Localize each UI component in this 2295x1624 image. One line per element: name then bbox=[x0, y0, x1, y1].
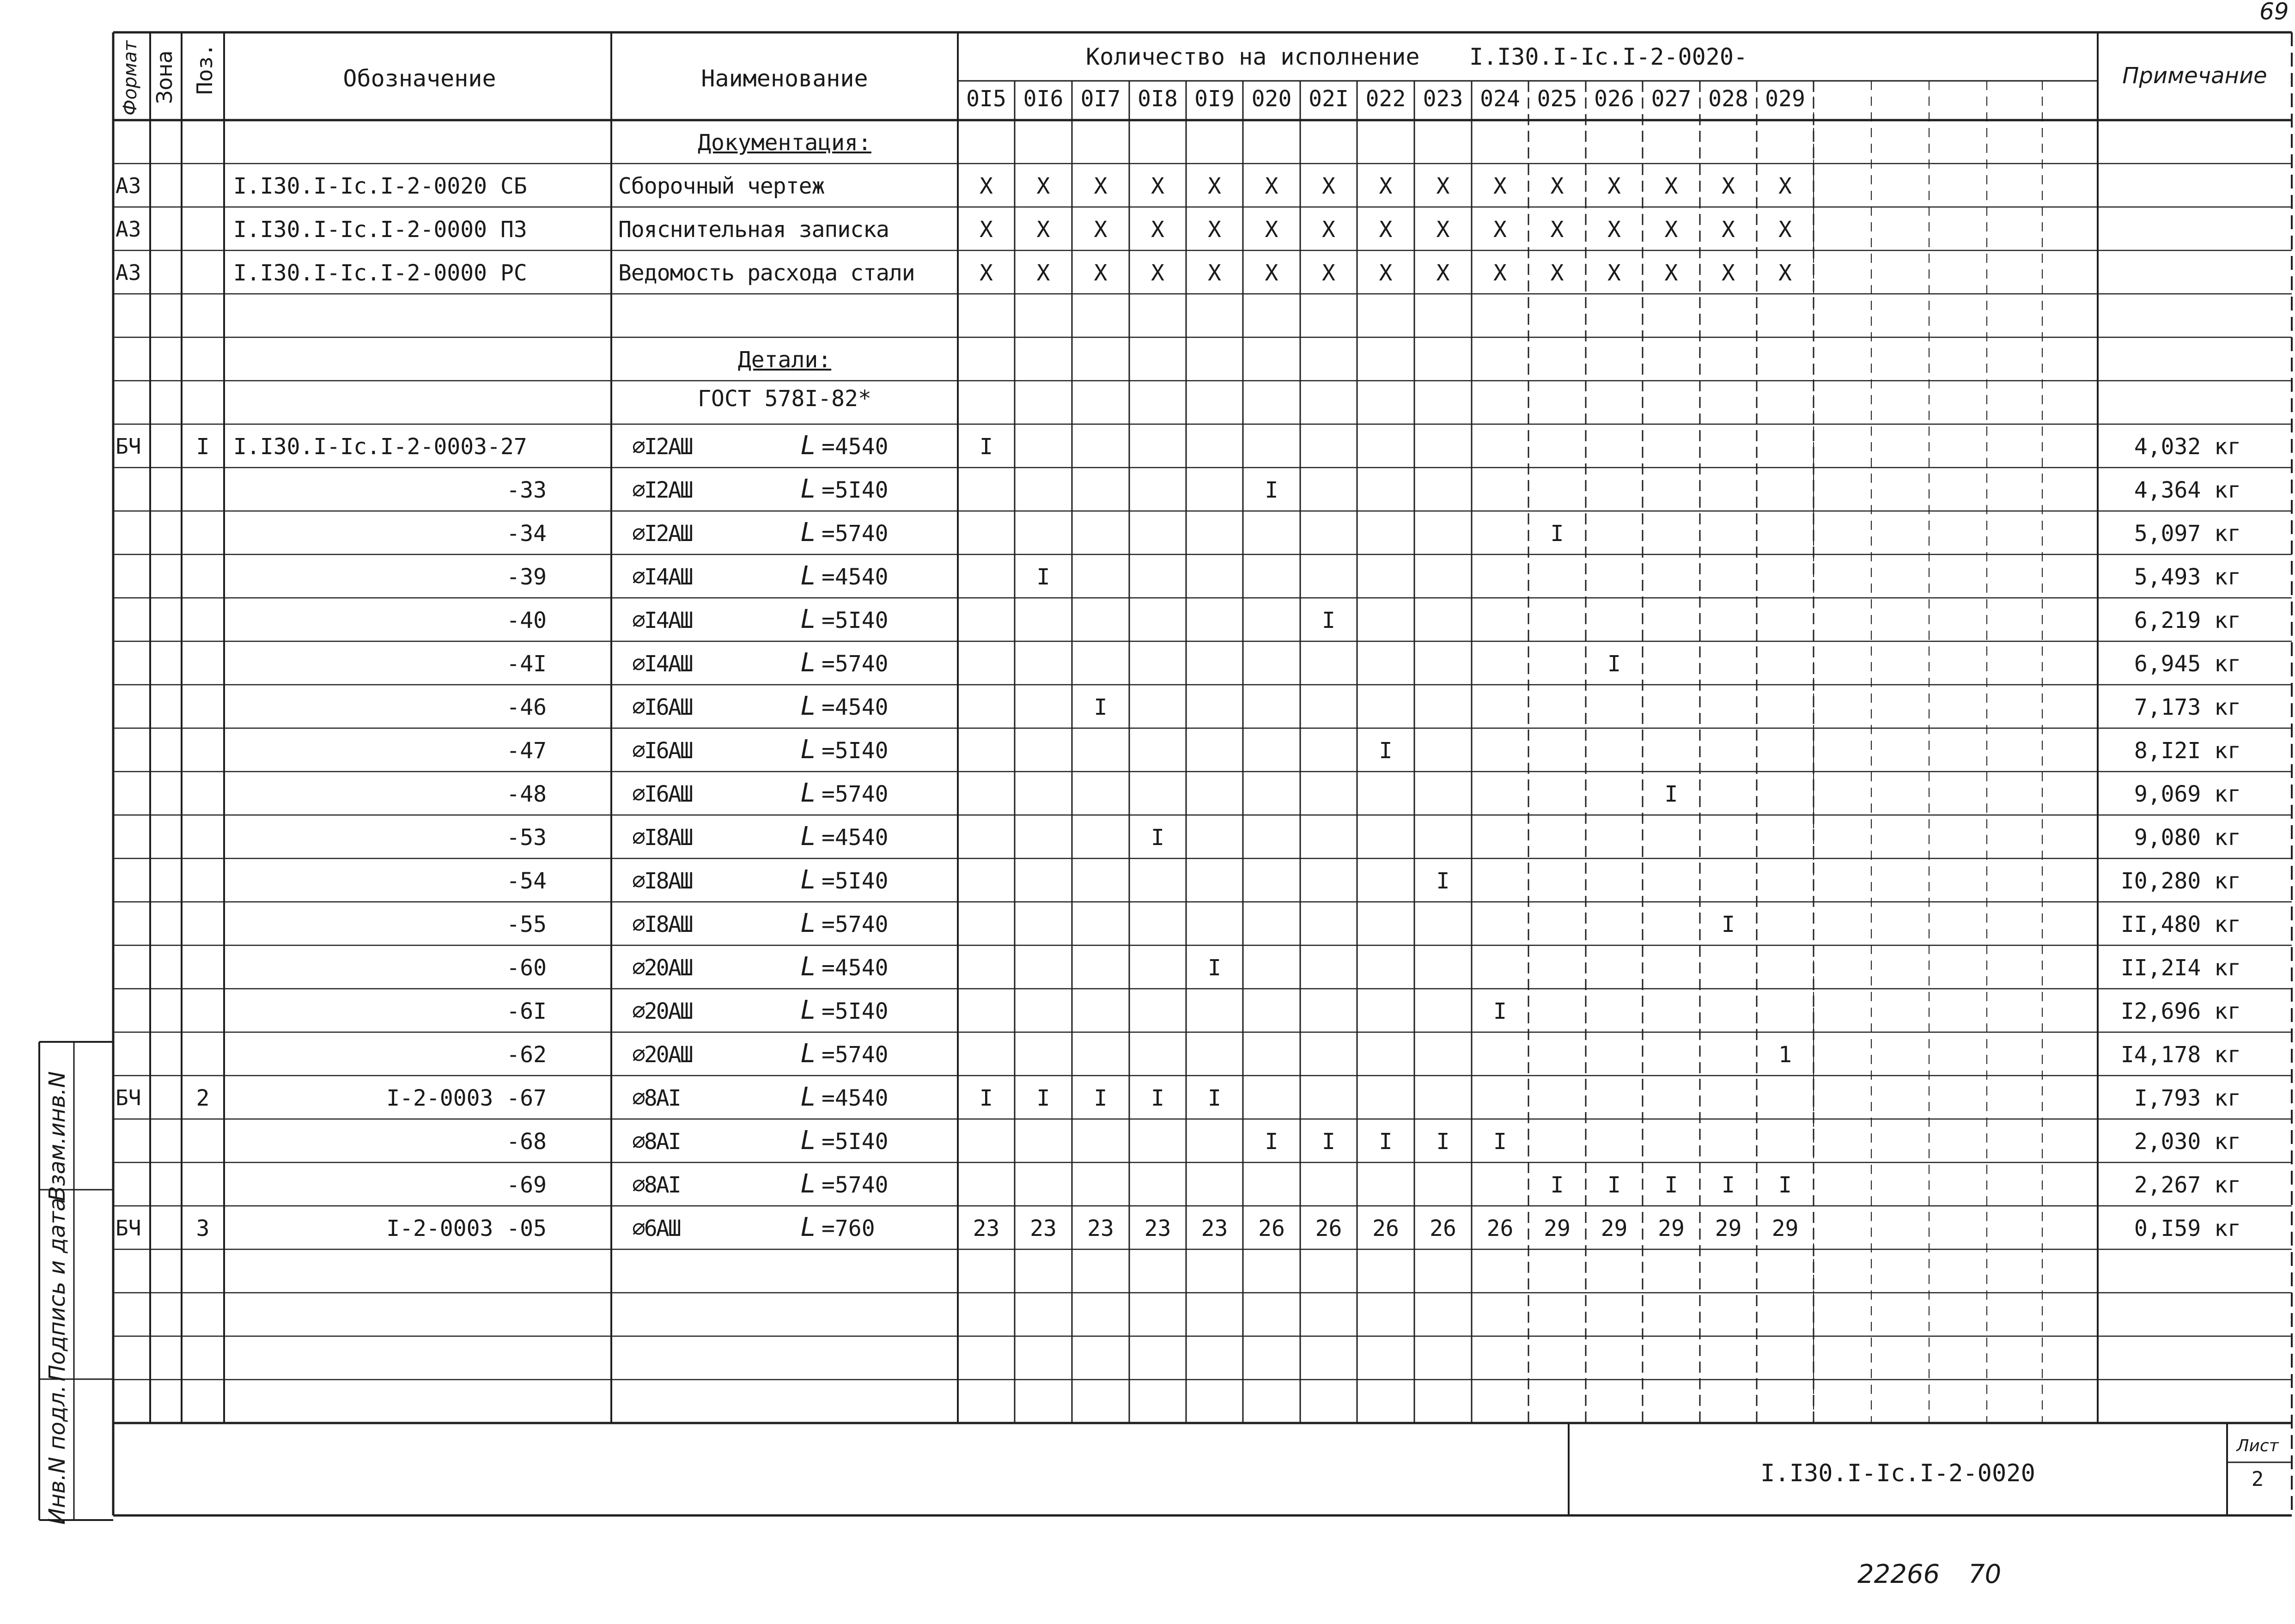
quantity-cell: X bbox=[1151, 217, 1164, 243]
quantity-cell: I bbox=[1265, 477, 1278, 503]
variant-header-12: 027 bbox=[1651, 86, 1692, 112]
row-format: БЧ bbox=[116, 434, 141, 459]
variant-header-5: 020 bbox=[1251, 86, 1292, 112]
quantity-cell: I bbox=[1379, 1129, 1393, 1155]
length-symbol: L bbox=[801, 821, 816, 852]
row-bar-diameter: ⌀20АШ bbox=[632, 955, 692, 981]
row-bar-length: =5I40 bbox=[822, 608, 889, 633]
row-name: Пояснительная записка bbox=[618, 217, 889, 243]
quantity-cell: X bbox=[1722, 173, 1735, 199]
row-designation: -69 bbox=[506, 1172, 547, 1198]
title-block-code: I.I30.I-Ic.I-2-0020 bbox=[1760, 1460, 2035, 1487]
quantity-cell: I bbox=[1151, 825, 1164, 851]
row-bar-length: =760 bbox=[822, 1216, 875, 1241]
quantity-cell: I bbox=[1208, 955, 1221, 981]
row-mass-note: II,480 кг bbox=[2120, 912, 2241, 937]
title-block-sheet-label: Лист bbox=[2236, 1436, 2279, 1455]
quantity-cell: X bbox=[1493, 260, 1507, 286]
header-name: Наименование bbox=[701, 65, 868, 92]
quantity-cell: I bbox=[1493, 1129, 1507, 1155]
quantity-cell: X bbox=[1664, 173, 1678, 199]
quantity-cell: I bbox=[1094, 1085, 1108, 1111]
row-bar-length: =5I40 bbox=[822, 738, 889, 764]
length-symbol: L bbox=[801, 431, 816, 461]
quantity-cell: X bbox=[1550, 260, 1564, 286]
quantity-cell: X bbox=[1778, 260, 1792, 286]
row-designation: -40 bbox=[506, 608, 547, 633]
row-position: I bbox=[196, 434, 210, 460]
row-bar-length: =5I40 bbox=[822, 868, 889, 894]
row-bar-length: =4540 bbox=[822, 694, 889, 720]
row-bar-length: =4540 bbox=[822, 564, 889, 590]
row-mass-note: II,2I4 кг bbox=[2120, 955, 2241, 981]
variant-header-9: 024 bbox=[1480, 86, 1520, 112]
quantity-cell: I bbox=[1436, 1129, 1450, 1155]
row-designation: -62 bbox=[506, 1042, 547, 1068]
row-mass-note: 9,069 кг bbox=[2134, 781, 2241, 807]
variant-header-7: 022 bbox=[1365, 86, 1406, 112]
row-designation: -4I bbox=[506, 651, 547, 677]
quantity-cell: 23 bbox=[1201, 1216, 1228, 1241]
variant-header-13: 028 bbox=[1708, 86, 1748, 112]
quantity-cell: I bbox=[1550, 1172, 1564, 1198]
variant-header-0: 0I5 bbox=[966, 86, 1006, 112]
quantity-cell: I bbox=[1208, 1085, 1221, 1111]
row-bar-length: =5I40 bbox=[822, 1129, 889, 1155]
quantity-cell: X bbox=[1607, 260, 1621, 286]
quantity-cell: X bbox=[1265, 217, 1278, 243]
length-symbol: L bbox=[801, 735, 816, 765]
quantity-cell: X bbox=[1379, 260, 1393, 286]
variant-header-3: 0I8 bbox=[1138, 86, 1178, 112]
row-mass-note: 5,493 кг bbox=[2134, 564, 2241, 590]
quantity-cell: X bbox=[980, 260, 993, 286]
row-bar-diameter: ⌀6АШ bbox=[632, 1216, 680, 1241]
section-heading: Документация: bbox=[698, 130, 871, 156]
row-bar-diameter: ⌀I6АШ bbox=[632, 738, 692, 764]
quantity-cell: X bbox=[1208, 260, 1221, 286]
variant-header-11: 026 bbox=[1594, 86, 1634, 112]
row-name: Сборочный чертеж bbox=[618, 173, 825, 199]
row-bar-diameter: ⌀I2АШ bbox=[632, 434, 692, 460]
quantity-cell: I bbox=[1036, 564, 1050, 590]
row-mass-note: 5,097 кг bbox=[2134, 521, 2241, 547]
row-mass-note: 2,267 кг bbox=[2134, 1172, 2241, 1198]
row-bar-diameter: ⌀I4АШ bbox=[632, 564, 692, 590]
row-bar-length: =5I40 bbox=[822, 998, 889, 1024]
row-designation: -68 bbox=[506, 1129, 547, 1155]
row-mass-note: I,793 кг bbox=[2134, 1085, 2241, 1111]
quantity-cell: X bbox=[1664, 217, 1678, 243]
quantity-cell: X bbox=[1722, 260, 1735, 286]
quantity-cell: 29 bbox=[1658, 1216, 1685, 1241]
row-bar-diameter: ⌀I8АШ bbox=[632, 825, 692, 851]
quantity-cell: X bbox=[1094, 260, 1108, 286]
header-designation: Обозначение bbox=[343, 65, 496, 92]
row-bar-length: =5740 bbox=[822, 1172, 889, 1198]
quantity-cell: I bbox=[1607, 1172, 1621, 1198]
row-mass-note: 9,080 кг bbox=[2134, 825, 2241, 851]
row-designation: I.I30.I-Ic.I-2-0020 СБ bbox=[233, 173, 527, 199]
quantity-cell: 26 bbox=[1315, 1216, 1342, 1241]
quantity-cell: 23 bbox=[973, 1216, 1000, 1241]
footer-order-number: 22266 bbox=[1857, 1559, 1940, 1589]
quantity-cell: X bbox=[1436, 260, 1450, 286]
quantity-cell: 29 bbox=[1771, 1216, 1799, 1241]
row-bar-diameter: ⌀I4АШ bbox=[632, 608, 692, 633]
row-bar-diameter: ⌀I8АШ bbox=[632, 912, 692, 937]
row-bar-diameter: ⌀8АI bbox=[632, 1085, 680, 1111]
footer-sheet-total: 70 bbox=[1968, 1559, 2002, 1589]
quantity-cell: X bbox=[1094, 173, 1108, 199]
row-designation: -39 bbox=[506, 564, 547, 590]
row-bar-length: =5740 bbox=[822, 521, 889, 547]
row-mass-note: 0,I59 кг bbox=[2134, 1216, 2241, 1241]
quantity-cell: X bbox=[1550, 173, 1564, 199]
quantity-cell: 1 bbox=[1778, 1042, 1792, 1068]
header-quantity-title: Количество на исполнение bbox=[1086, 43, 1420, 70]
length-symbol: L bbox=[801, 1169, 816, 1199]
quantity-cell: X bbox=[1151, 260, 1164, 286]
quantity-cell: I bbox=[1094, 694, 1108, 720]
quantity-cell: 26 bbox=[1486, 1216, 1514, 1241]
quantity-cell: I bbox=[1322, 608, 1335, 633]
row-mass-note: 2,030 кг bbox=[2134, 1129, 2241, 1155]
quantity-cell: X bbox=[1607, 173, 1621, 199]
row-mass-note: I2,696 кг bbox=[2120, 998, 2241, 1024]
quantity-cell: 23 bbox=[1087, 1216, 1114, 1241]
row-mass-note: 6,219 кг bbox=[2134, 608, 2241, 633]
quantity-cell: I bbox=[1722, 912, 1735, 937]
row-bar-diameter: ⌀I2АШ bbox=[632, 521, 692, 547]
quantity-cell: X bbox=[1722, 217, 1735, 243]
title-block-sheet-number: 2 bbox=[2251, 1467, 2264, 1491]
row-designation: -60 bbox=[506, 955, 547, 981]
row-bar-diameter: ⌀8АI bbox=[632, 1129, 680, 1155]
quantity-cell: I bbox=[1493, 998, 1507, 1024]
row-bar-length: =5I40 bbox=[822, 477, 889, 503]
quantity-cell: 23 bbox=[1030, 1216, 1057, 1241]
row-name: Ведомость расхода стали bbox=[618, 260, 915, 286]
header-note: Примечание bbox=[2122, 63, 2267, 89]
row-bar-length: =4540 bbox=[822, 434, 889, 460]
row-bar-length: =4540 bbox=[822, 955, 889, 981]
length-symbol: L bbox=[801, 778, 816, 808]
row-bar-length: =5740 bbox=[822, 651, 889, 677]
row-mass-note: 4,032 кг bbox=[2134, 434, 2241, 460]
row-designation: I-2-0003 -67 bbox=[386, 1085, 547, 1111]
quantity-cell: 29 bbox=[1601, 1216, 1628, 1241]
quantity-cell: X bbox=[1036, 173, 1050, 199]
quantity-cell: 29 bbox=[1544, 1216, 1571, 1241]
quantity-cell: I bbox=[1778, 1172, 1792, 1198]
header-format: Формат bbox=[120, 40, 141, 116]
quantity-cell: X bbox=[1664, 260, 1678, 286]
quantity-cell: X bbox=[1436, 217, 1450, 243]
row-designation: -34 bbox=[506, 521, 547, 547]
stamp-podpis-data: Подпись и дата bbox=[44, 1198, 70, 1381]
quantity-cell: I bbox=[1151, 1085, 1164, 1111]
quantity-cell: 26 bbox=[1430, 1216, 1456, 1241]
length-symbol: L bbox=[801, 604, 816, 634]
row-format: БЧ bbox=[116, 1085, 141, 1110]
length-symbol: L bbox=[801, 1125, 816, 1156]
quantity-cell: X bbox=[1208, 173, 1221, 199]
row-designation: I.I30.I-Ic.I-2-0003-27 bbox=[233, 434, 527, 460]
length-symbol: L bbox=[801, 1082, 816, 1112]
row-designation: -54 bbox=[506, 868, 547, 894]
row-format: БЧ bbox=[116, 1216, 141, 1241]
quantity-cell: X bbox=[1436, 173, 1450, 199]
row-mass-note: 7,173 кг bbox=[2134, 694, 2241, 720]
row-designation: I.I30.I-Ic.I-2-0000 РС bbox=[233, 260, 527, 286]
row-designation: -48 bbox=[506, 781, 547, 807]
quantity-cell: X bbox=[1379, 173, 1393, 199]
quantity-cell: X bbox=[1778, 217, 1792, 243]
row-designation: -53 bbox=[506, 825, 547, 851]
quantity-cell: 29 bbox=[1715, 1216, 1742, 1241]
variant-header-4: 0I9 bbox=[1194, 86, 1235, 112]
row-format: А3 bbox=[116, 260, 141, 285]
length-symbol: L bbox=[801, 1039, 816, 1069]
row-designation: -47 bbox=[506, 738, 547, 764]
row-mass-note: 8,I2I кг bbox=[2134, 738, 2241, 764]
length-symbol: L bbox=[801, 995, 816, 1025]
length-symbol: L bbox=[801, 474, 816, 504]
length-symbol: L bbox=[801, 908, 816, 938]
length-symbol: L bbox=[801, 865, 816, 895]
quantity-cell: X bbox=[1322, 173, 1335, 199]
row-bar-diameter: ⌀I2АШ bbox=[632, 477, 692, 503]
length-symbol: L bbox=[801, 691, 816, 721]
quantity-cell: X bbox=[1151, 173, 1164, 199]
header-zone: Зона bbox=[152, 50, 177, 104]
quantity-cell: I bbox=[1607, 651, 1621, 677]
quantity-cell: X bbox=[1493, 217, 1507, 243]
row-mass-note: 4,364 кг bbox=[2134, 477, 2241, 503]
row-bar-length: =5740 bbox=[822, 781, 889, 807]
row-format: А3 bbox=[116, 217, 141, 242]
row-position: 3 bbox=[196, 1216, 210, 1241]
quantity-cell: X bbox=[1036, 260, 1050, 286]
quantity-cell: I bbox=[1265, 1129, 1278, 1155]
row-bar-diameter: ⌀20АШ bbox=[632, 998, 692, 1024]
quantity-cell: I bbox=[1664, 1172, 1678, 1198]
length-symbol: L bbox=[801, 648, 816, 678]
row-bar-length: =4540 bbox=[822, 825, 889, 851]
quantity-cell: X bbox=[980, 217, 993, 243]
quantity-cell: I bbox=[1436, 868, 1450, 894]
page-number: 69 bbox=[2259, 0, 2289, 25]
quantity-cell: 26 bbox=[1372, 1216, 1399, 1241]
quantity-cell: I bbox=[1036, 1085, 1050, 1111]
row-bar-diameter: ⌀I6АШ bbox=[632, 781, 692, 807]
quantity-cell: X bbox=[980, 173, 993, 199]
variant-header-6: 02I bbox=[1309, 86, 1349, 112]
row-bar-length: =4540 bbox=[822, 1085, 889, 1111]
quantity-cell: X bbox=[1778, 173, 1792, 199]
stamp-vzam-inv: Взам.инв.N bbox=[44, 1071, 70, 1201]
quantity-cell: I bbox=[1664, 781, 1678, 807]
row-designation: -33 bbox=[506, 477, 547, 503]
quantity-cell: I bbox=[1322, 1129, 1335, 1155]
row-bar-diameter: ⌀I6АШ bbox=[632, 694, 692, 720]
row-position: 2 bbox=[196, 1085, 210, 1111]
row-designation: I-2-0003 -05 bbox=[386, 1216, 547, 1241]
variant-header-14: 029 bbox=[1765, 86, 1805, 112]
quantity-cell: X bbox=[1379, 217, 1393, 243]
quantity-cell: I bbox=[980, 434, 993, 460]
row-bar-diameter: ⌀8АI bbox=[632, 1172, 680, 1198]
variant-header-1: 0I6 bbox=[1023, 86, 1064, 112]
quantity-cell: I bbox=[980, 1085, 993, 1111]
quantity-cell: X bbox=[1265, 260, 1278, 286]
row-designation: -46 bbox=[506, 694, 547, 720]
quantity-cell: X bbox=[1493, 173, 1507, 199]
variant-header-10: 025 bbox=[1537, 86, 1577, 112]
variant-header-8: 023 bbox=[1423, 86, 1463, 112]
row-mass-note: 6,945 кг bbox=[2134, 651, 2241, 677]
section-heading: Детали: bbox=[737, 347, 832, 373]
standard-reference: ГОСТ 578I-82* bbox=[698, 386, 871, 412]
row-bar-diameter: ⌀20АШ bbox=[632, 1042, 692, 1068]
quantity-cell: X bbox=[1094, 217, 1108, 243]
row-designation: -55 bbox=[506, 912, 547, 937]
row-bar-diameter: ⌀I4АШ bbox=[632, 651, 692, 677]
quantity-cell: X bbox=[1265, 173, 1278, 199]
row-designation: -6I bbox=[506, 998, 547, 1024]
quantity-cell: X bbox=[1550, 217, 1564, 243]
quantity-cell: 26 bbox=[1258, 1216, 1285, 1241]
quantity-cell: I bbox=[1550, 521, 1564, 547]
length-symbol: L bbox=[801, 952, 816, 982]
row-mass-note: I0,280 кг bbox=[2120, 868, 2241, 894]
length-symbol: L bbox=[801, 517, 816, 547]
quantity-cell: X bbox=[1607, 217, 1621, 243]
quantity-cell: X bbox=[1322, 260, 1335, 286]
quantity-cell: 23 bbox=[1144, 1216, 1171, 1241]
quantity-cell: I bbox=[1722, 1172, 1735, 1198]
row-designation: I.I30.I-Ic.I-2-0000 ПЗ bbox=[233, 217, 527, 243]
row-bar-length: =5740 bbox=[822, 912, 889, 937]
row-bar-diameter: ⌀I8АШ bbox=[632, 868, 692, 894]
variant-header-2: 0I7 bbox=[1080, 86, 1121, 112]
row-mass-note: I4,178 кг bbox=[2120, 1042, 2241, 1068]
length-symbol: L bbox=[801, 1212, 816, 1242]
length-symbol: L bbox=[801, 561, 816, 591]
header-quantity-code: I.I30.I-Ic.I-2-0020- bbox=[1469, 43, 1748, 70]
header-pos: Поз. bbox=[192, 43, 217, 95]
row-format: А3 bbox=[116, 173, 141, 198]
quantity-cell: X bbox=[1036, 217, 1050, 243]
stamp-inv-podl: Инв.N подл. bbox=[44, 1385, 70, 1525]
row-bar-length: =5740 bbox=[822, 1042, 889, 1068]
quantity-cell: X bbox=[1208, 217, 1221, 243]
quantity-cell: I bbox=[1379, 738, 1393, 764]
quantity-cell: X bbox=[1322, 217, 1335, 243]
